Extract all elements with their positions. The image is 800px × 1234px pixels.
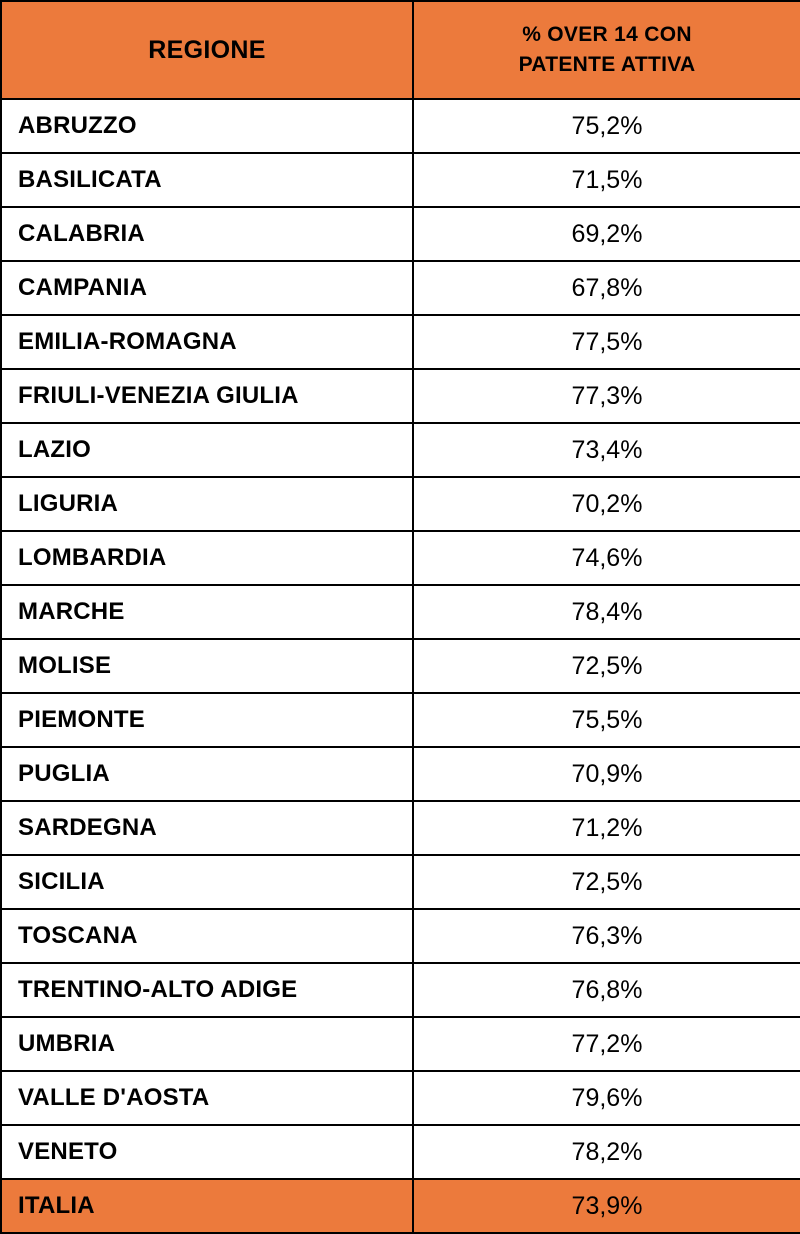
table-row: [1, 855, 800, 909]
cell-region: SICILIA: [1, 855, 413, 909]
table-row: [1, 207, 800, 261]
column-header-line-1: % OVER 14 CON: [522, 22, 692, 46]
table-row: [1, 801, 800, 855]
cell-percent-with-active-licence: 78,2%: [413, 1125, 800, 1179]
table-row: [1, 1125, 800, 1179]
cell-percent-with-active-licence: 76,3%: [413, 909, 800, 963]
cell-percent-with-active-licence: 73,4%: [413, 423, 800, 477]
cell-percent-with-active-licence: 78,4%: [413, 585, 800, 639]
cell-percent-with-active-licence: 71,2%: [413, 801, 800, 855]
table-body: [1, 99, 800, 1233]
header-row: [1, 1, 800, 99]
cell-percent-with-active-licence: 70,9%: [413, 747, 800, 801]
cell-percent-with-active-licence: 77,2%: [413, 1017, 800, 1071]
cell-region: PIEMONTE: [1, 693, 413, 747]
cell-percent-with-active-licence: 74,6%: [413, 531, 800, 585]
cell-percent-with-active-licence: 77,5%: [413, 315, 800, 369]
table-row: [1, 315, 800, 369]
table-row: [1, 747, 800, 801]
cell-percent-with-active-licence: 76,8%: [413, 963, 800, 1017]
column-header-line-2: PATENTE ATTIVA: [518, 53, 696, 76]
cell-region: MOLISE: [1, 639, 413, 693]
cell-region: SARDEGNA: [1, 801, 413, 855]
table-row: [1, 369, 800, 423]
cell-region: LIGURIA: [1, 477, 413, 531]
table-row: [1, 477, 800, 531]
table-row: [1, 639, 800, 693]
cell-percent-with-active-licence: 67,8%: [413, 261, 800, 315]
table-row: [1, 1071, 800, 1125]
cell-region: MARCHE: [1, 585, 413, 639]
table-row: [1, 531, 800, 585]
column-header-region: REGIONE: [1, 1, 413, 99]
table-row: [1, 909, 800, 963]
cell-percent-with-active-licence: 72,5%: [413, 639, 800, 693]
table-row: [1, 261, 800, 315]
cell-region: PUGLIA: [1, 747, 413, 801]
cell-percent-with-active-licence: 72,5%: [413, 855, 800, 909]
cell-region: UMBRIA: [1, 1017, 413, 1071]
table-row: [1, 153, 800, 207]
cell-region: FRIULI-VENEZIA GIULIA: [1, 369, 413, 423]
cell-percent-with-active-licence: 73,9%: [413, 1179, 800, 1233]
table-row: [1, 1179, 800, 1233]
cell-region: VALLE D'AOSTA: [1, 1071, 413, 1125]
cell-percent-with-active-licence: 69,2%: [413, 207, 800, 261]
table-header: [1, 1, 800, 99]
cell-region: CAMPANIA: [1, 261, 413, 315]
cell-region: LOMBARDIA: [1, 531, 413, 585]
table-row: [1, 423, 800, 477]
cell-region: TOSCANA: [1, 909, 413, 963]
cell-region: LAZIO: [1, 423, 413, 477]
cell-percent-with-active-licence: 71,5%: [413, 153, 800, 207]
table-row: [1, 99, 800, 153]
table-row: [1, 1017, 800, 1071]
cell-percent-with-active-licence: 75,2%: [413, 99, 800, 153]
cell-percent-with-active-licence: 75,5%: [413, 693, 800, 747]
cell-region: CALABRIA: [1, 207, 413, 261]
table-row: [1, 585, 800, 639]
cell-percent-with-active-licence: 77,3%: [413, 369, 800, 423]
cell-percent-with-active-licence: 70,2%: [413, 477, 800, 531]
cell-region: BASILICATA: [1, 153, 413, 207]
cell-region: EMILIA-ROMAGNA: [1, 315, 413, 369]
cell-region: ITALIA: [1, 1179, 413, 1233]
cell-region: VENETO: [1, 1125, 413, 1179]
table-row: [1, 693, 800, 747]
column-header-percent-with-active-licence: [413, 1, 800, 99]
cell-region: ABRUZZO: [1, 99, 413, 153]
cell-region: TRENTINO-ALTO ADIGE: [1, 963, 413, 1017]
table-row: [1, 963, 800, 1017]
cell-percent-with-active-licence: 79,6%: [413, 1071, 800, 1125]
